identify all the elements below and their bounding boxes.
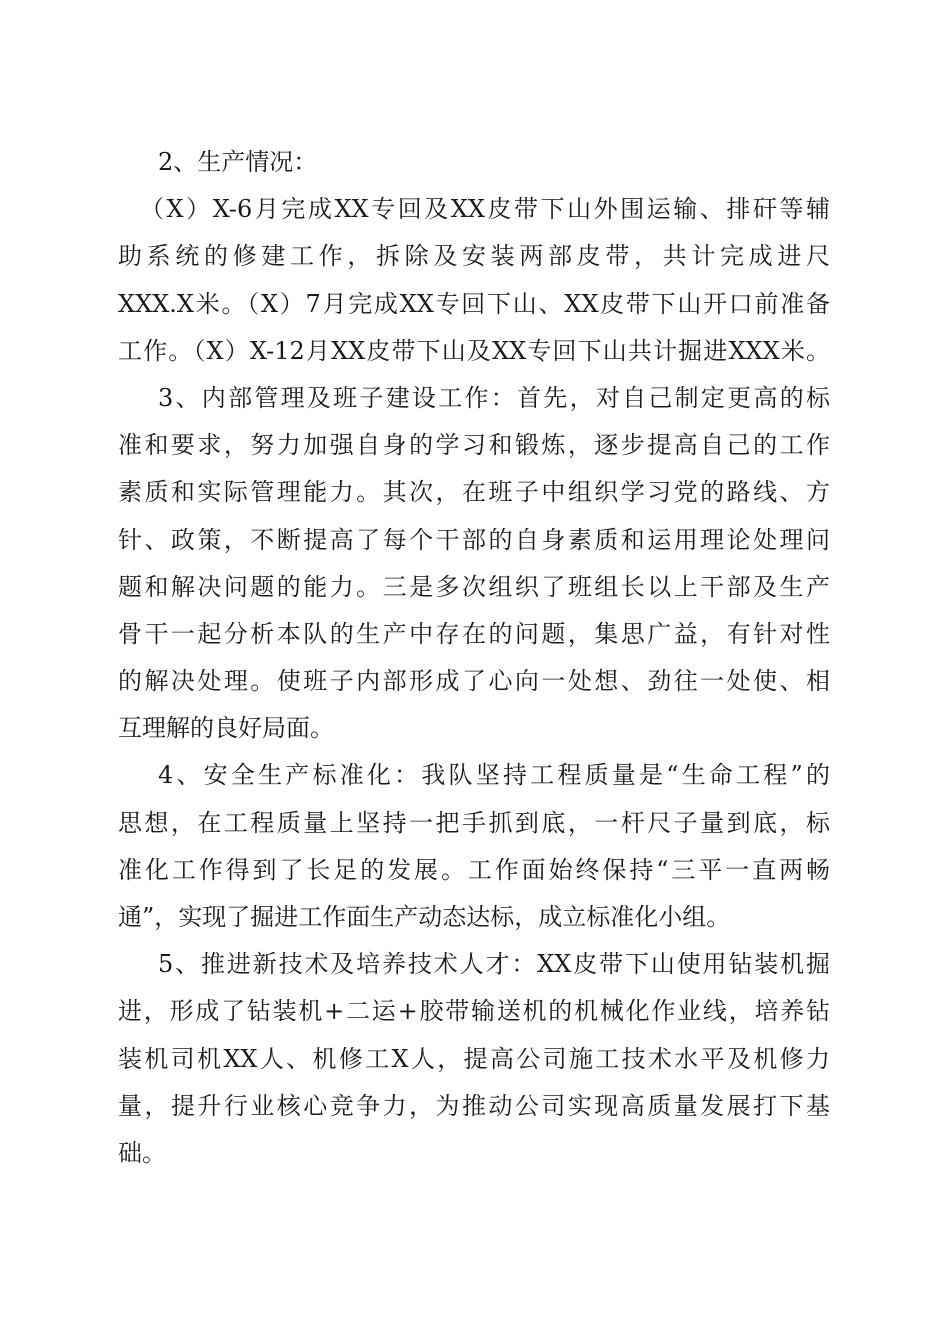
text-line: （X）X-6月完成XX专回及XX皮带下山外围运输、排矸等辅 [140,195,830,224]
text-line: 助系统的修建工作，拆除及安装两部皮带，共计完成进尺 [118,242,830,271]
text-line: 互理解的良好局面。 [118,714,334,743]
text-line: 素质和实际管理能力。其次，在班子中组织学习党的路线、方 [118,478,830,507]
text-line: 3、内部管理及班子建设工作：首先，对自己制定更高的标 [158,383,830,412]
text-line: 5、推进新技术及培养技术人才：XX皮带下山使用钻装机掘 [158,950,830,979]
text-line: 工作。（X）X-12月XX皮带下山及XX专回下山共计掘进XXX米。 [118,336,830,365]
paragraph-production-details [118,192,830,381]
text-line: 针、政策，不断提高了每个干部的自身素质和运用理论处理问 [118,525,830,554]
paragraph-section-4 [118,758,830,947]
text-line: 题和解决问题的能力。三是多次组织了班组长以上干部及生产 [118,572,830,601]
text-line: 进，形成了钻装机+二运+胶带输送机的机械化作业线，培养钻 [118,997,830,1026]
text-line: 思想，在工程质量上坚持一把手抓到底，一杆尺子量到底，标 [118,808,830,837]
text-line: 通”，实现了掘进工作面生产动态达标，成立标准化小组。 [118,903,731,931]
text-line: 4、安全生产标准化：我队坚持工程质量是“生命工程”的 [158,761,830,790]
text-line: 骨干一起分析本队的生产中存在的问题，集思广益，有针对性 [118,619,830,648]
text-line: 准和要求，努力加强自身的学习和锻炼，逐步提高自己的工作 [118,431,830,460]
text-line: XXX.X米。（X）7月完成XX专回下山、XX皮带下山开口前准备 [118,289,830,318]
document-body [118,145,830,1183]
text-line: 2、生产情况： [158,148,318,176]
text-line: 装机司机XX人、机修工X人，提高公司施工技术水平及机修力 [118,1044,830,1073]
paragraph-section-3 [118,381,830,759]
paragraph-section-2 [118,145,830,192]
text-line: 准化工作得到了长足的发展。工作面始终保持“三平一直两畅 [118,855,830,884]
text-line: 础。 [118,1138,166,1167]
paragraph-section-5 [118,947,830,1183]
text-line: 量，提升行业核心竞争力，为推动公司实现高质量发展打下基 [118,1091,830,1120]
text-line: 的解决处理。使班子内部形成了心向一处想、劲往一处使、相 [118,667,830,696]
